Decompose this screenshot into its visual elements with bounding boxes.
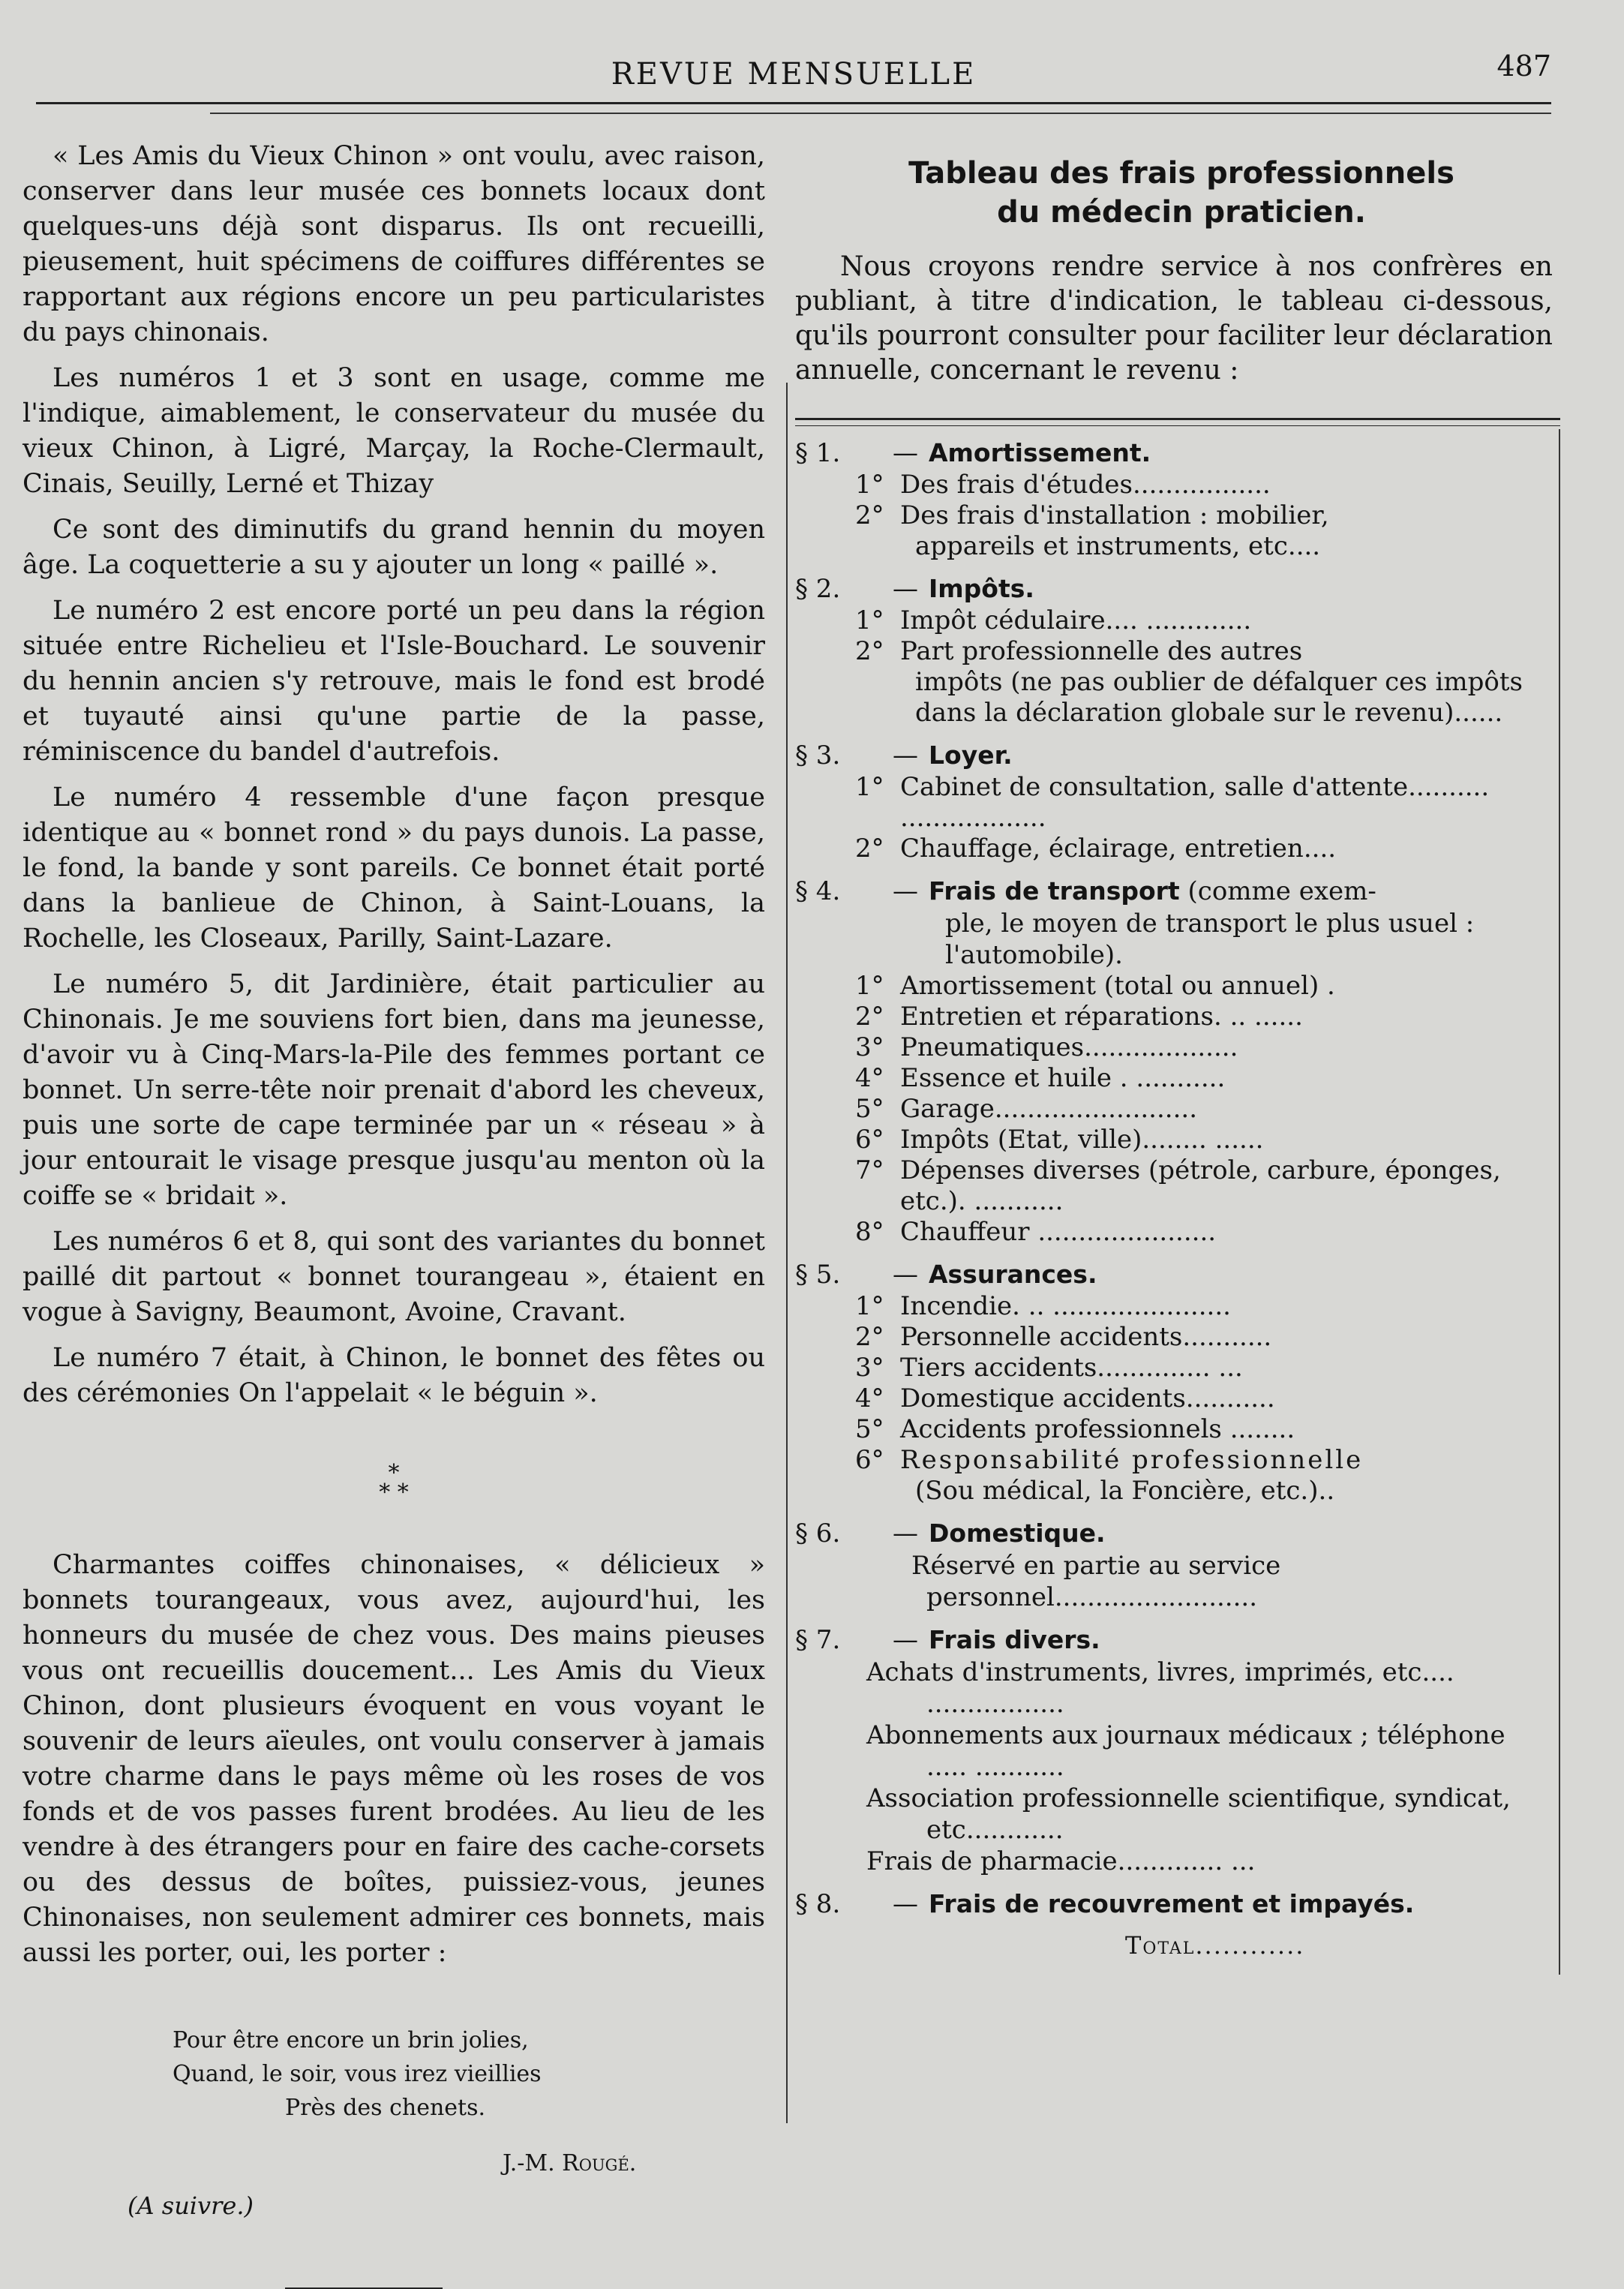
list-item: 7° Dépenses diverses (pétrole, carbure, éponges, etc.). ...........	[855, 1155, 1501, 1216]
list-item-continued: (Sou médical, la Foncière, etc.)..	[915, 1476, 1335, 1506]
list-item: 3° Pneumatiques...................	[855, 1032, 1238, 1062]
list-item: 1° Des frais d'études.................	[855, 470, 1271, 500]
list-item: 2° Personnelle accidents...........	[855, 1322, 1272, 1352]
intro-paragraph: Nous croyons rendre service à nos confrères en publiant, à titre d'indication, le tableau ci-dessous, qu'ils pourront consulter pour faciliter leur déclaration annuelle, concernant le revenu :	[795, 251, 1553, 386]
list-item: 5° Accidents professionnels ........	[855, 1414, 1295, 1444]
header-rule-secondary	[210, 113, 1551, 114]
section-amortissement	[795, 437, 1560, 562]
list-item: 1° Incendie. .. ......................	[855, 1291, 1231, 1321]
section-note: Frais de pharmacie............. ...	[866, 1846, 1256, 1876]
paragraph: Ce sont des diminutifs du grand hennin du moyen âge. La coquetterie a su y ajouter un long « paillé ».	[23, 515, 765, 580]
list-item: 2° Part professionnelle des autres	[855, 636, 1303, 666]
heading-line: Tableau des frais professionnels	[908, 156, 1454, 191]
closing-paragraph: Charmantes coiffes chinonaises, « délicieux » bonnets tourangeaux, vous avez, aujourd'hui, les honneurs du musée de chez vous. Des mains pieuses vous ont recueillis doucement... Les Amis du Vieux Chinon, dont plusieurs évoquent en vous voyant le souvenir de leurs aïeules, ont voulu conserver à jamais votre charme dans le pays même où les roses de vos fonds et de vos passes furent brodées. Au lieu de les vendre à des étrangers pour en faire des cache-corsets ou des dessus de boîtes, puissiez-vous, jeunes Chinonaises, non seulement admirer ces bonnets, mais aussi les porter, oui, les porter :	[23, 1550, 765, 1968]
table-top-rule	[795, 418, 1560, 426]
section-note: Association professionnelle scientifique, syndicat, etc............	[866, 1783, 1511, 1845]
list-item: 1° Cabinet de consultation, salle d'attente.......... ..................	[855, 772, 1490, 833]
page-number: 487	[1496, 50, 1551, 83]
heading-line: du médecin praticien.	[997, 195, 1366, 230]
section-number: § 1.	[795, 438, 841, 468]
section-impots	[795, 572, 1560, 728]
section-heading: § 3. — Loyer.	[795, 740, 1013, 771]
expenses-table	[795, 437, 1560, 1960]
section-label: Amortissement.	[929, 438, 1151, 467]
list-item: 8° Chauffeur ......................	[855, 1217, 1217, 1247]
journal-title: REVUE MENSUELLE	[611, 57, 977, 92]
list-item: 1° Impôt cédulaire.... .............	[855, 605, 1252, 635]
right-column	[795, 154, 1568, 1960]
list-item: 2° Des frais d'installation : mobilier,	[855, 500, 1329, 530]
list-item: 3° Tiers accidents.............. ...	[855, 1353, 1243, 1383]
section-heading: § 6. — Domestique.	[795, 1518, 1106, 1549]
paragraph: Les numéros 6 et 8, qui sont des variantes du bonnet paillé dit partout « bonnet tourangeau », étaient en vogue à Savigny, Beaumont, Avoine, Cravant.	[23, 1227, 765, 1327]
to-be-continued: (A suivre.)	[128, 2191, 254, 2220]
section-assurances	[795, 1258, 1560, 1506]
poem	[173, 2023, 765, 2125]
section-heading: § 4. — Frais de transport (comme exem-	[795, 876, 1376, 906]
left-column	[23, 139, 765, 2289]
section-frais-divers	[795, 1624, 1560, 1877]
list-item: 2° Entretien et réparations. .. ......	[855, 1002, 1303, 1032]
list-item: 1° Amortissement (total ou annuel) .	[855, 971, 1335, 1001]
paragraph: Le numéro 4 ressemble d'une façon presque identique au « bonnet rond » du pays dunois. La passe, le fond, la bande y sont pareils. Ce bonnet était porté dans la banlieue de Chinon, à Saint-Louans, la Rochelle, les Closeaux, Parilly, Saint-Lazare.	[23, 783, 765, 954]
list-item: 5° Garage.........................	[855, 1094, 1198, 1124]
section-heading: § 1. — Amortissement.	[795, 438, 1151, 468]
header-rule	[36, 102, 1551, 104]
section-domestique	[795, 1517, 1560, 1613]
list-item-continued: appareils et instruments, etc....	[915, 531, 1321, 561]
section-note: Réservé en partie au service personnel.........................	[911, 1551, 1281, 1612]
column-divider	[786, 383, 788, 2123]
section-frais-de-recouvrement	[795, 1888, 1560, 1921]
paragraph: Les numéros 1 et 3 sont en usage, comme me l'indique, aimablement, le conservateur du musée du vieux Chinon, à Ligré, Marçay, la Roche-Clermault, Cinais, Seuilly, Lerné et Thizay	[23, 363, 765, 499]
list-item: 2° Chauffage, éclairage, entretien....	[855, 834, 1337, 864]
poem-line: Pour être encore un brin jolies,	[173, 2027, 529, 2053]
section-heading: § 7. — Frais divers.	[795, 1625, 1100, 1655]
poem-line: Près des chenets.	[285, 2095, 486, 2121]
paragraph: Le numéro 7 était, à Chinon, le bonnet des fêtes ou des cérémonies On l'appelait « le béguin ».	[23, 1343, 765, 1408]
section-heading: § 2. — Impôts.	[795, 574, 1034, 604]
section-note: Achats d'instruments, livres, imprimés, etc.... .................	[866, 1657, 1454, 1719]
table-heading	[795, 154, 1568, 232]
poem-line: Quand, le soir, vous irez vieillies	[173, 2061, 542, 2087]
section-separator-asterism: * * *	[379, 1460, 409, 1506]
table-right-rule	[1559, 429, 1560, 1975]
list-item: 4° Essence et huile . ...........	[855, 1063, 1226, 1093]
table-total: Total............	[1125, 1931, 1305, 1960]
section-loyer	[795, 739, 1560, 864]
list-item: 4° Domestique accidents...........	[855, 1383, 1275, 1413]
section-heading-continued: ple, le moyen de transport le plus usuel : l'automobile).	[945, 909, 1475, 970]
paragraph: « Les Amis du Vieux Chinon » ont voulu, avec raison, conserver dans leur musée ces bonnets locaux dont quelques-uns déjà sont disparus. Ils ont recueilli, pieusement, huit spécimens de coiffures différentes se rapportant aux régions encore un peu particularistes du pays chinonais.	[23, 141, 765, 347]
section-heading: § 8. — Frais de recouvrement et impayés.	[795, 1889, 1415, 1919]
section-heading: § 5. — Assurances.	[795, 1260, 1097, 1290]
paragraph: Le numéro 2 est encore porté un peu dans la région située entre Richelieu et l'Isle-Bouchard. Le souvenir du hennin ancien s'y retrouve, mais le fond est brodé et tuyauté ainsi qu'une partie de la passe, réminiscence du bandel d'autrefois.	[23, 596, 765, 767]
author-signature: J.-M. Rougé.	[503, 2150, 637, 2176]
section-note: Abonnements aux journaux médicaux ; téléphone ..... ...........	[866, 1720, 1505, 1782]
running-header	[36, 50, 1551, 99]
list-item: 6° Responsabilité professionnelle	[855, 1445, 1364, 1475]
list-item-continued: impôts (ne pas oublier de défalquer ces impôts dans la déclaration globale sur le revenu)......	[915, 667, 1523, 728]
section-frais-de-transport	[795, 875, 1560, 1248]
paragraph: Le numéro 5, dit Jardinière, était particulier au Chinonais. Je me souviens fort bien, dans ma jeunesse, d'avoir vu à Cinq-Mars-la-Pile des femmes portant ce bonnet. Un serre-tête noir prenait d'abord les cheveux, puis une sorte de cape terminée par un « réseau » à jour entourait le visage presque jusqu'au menton où la coiffe se « bridait ».	[23, 969, 765, 1211]
list-item: 6° Impôts (Etat, ville)........ ......	[855, 1125, 1264, 1155]
